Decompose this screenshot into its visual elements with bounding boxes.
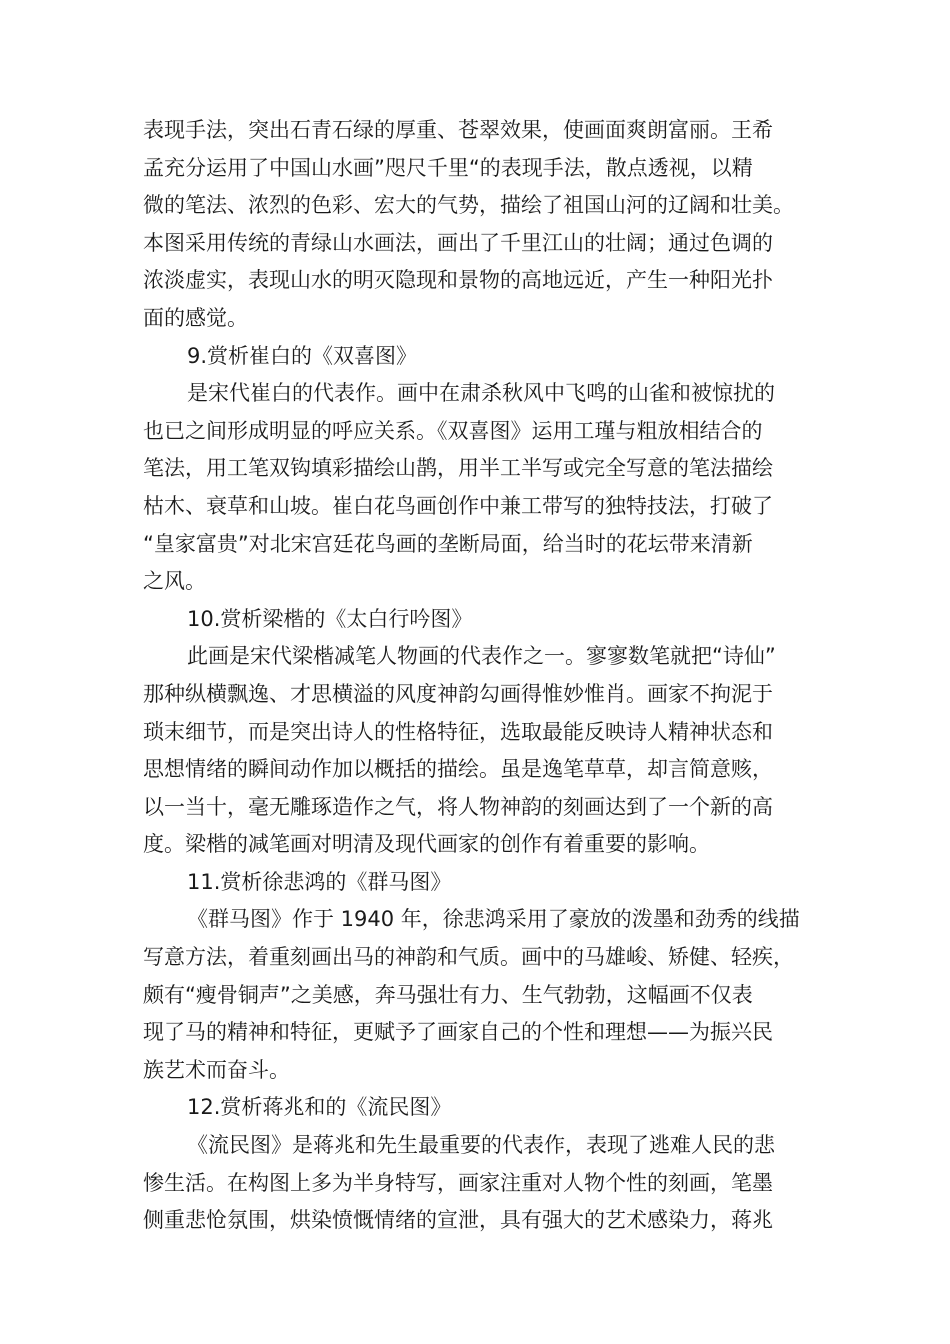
section-heading: 11.赏析徐悲鸿的《群马图》: [187, 869, 452, 894]
paragraph-line: 表现手法，突出石青石绿的厚重、苍翠效果，使画面爽朗富丽。王希: [143, 118, 773, 142]
paragraph-line: 《群马图》作于 1940 年，徐悲鸿采用了豪放的泼墨和劲秀的线描: [187, 907, 800, 932]
paragraph-line: 浓淡虚实，表现山水的明灭隐现和景物的高地远近，产生一种阳光扑: [143, 268, 773, 293]
paragraph-line: 琐末细节，而是突出诗人的性格特征，选取最能反映诗人精神状态和: [143, 719, 773, 744]
paragraph-line: 面的感觉。: [143, 305, 248, 330]
paragraph-line: 之风。: [143, 569, 206, 594]
paragraph-line: 《流民图》是蒋兆和先生最重要的代表作，表现了逃难人民的悲: [187, 1133, 775, 1158]
paragraph-line: 孟充分运用了中国山水画”咫尺千里“的表现手法，散点透视，以精: [143, 155, 753, 180]
paragraph-line: 是宋代崔白的代表作。画中在肃杀秋风中飞鸣的山雀和被惊扰的: [187, 381, 775, 406]
paragraph-line: 微的笔法、浓烈的色彩、宏大的气势，描绘了祖国山河的辽阔和壮美。: [143, 193, 794, 218]
paragraph-line: 以一当十，毫无雕琢造作之气，将人物神韵的刻画达到了一个新的高: [143, 794, 773, 819]
paragraph-line: 枯木、衰草和山坡。崔白花鸟画创作中兼工带写的独特技法，打破了: [143, 493, 773, 518]
paragraph-line: “皇家富贵”对北宋宫廷花鸟画的垄断局面，给当时的花坛带来清新: [143, 531, 753, 556]
section-heading: 9.赏析崔白的《双喜图》: [187, 343, 418, 368]
paragraph-line: 族艺术而奋斗。: [143, 1057, 290, 1082]
paragraph-line: 写意方法，着重刻画出马的神韵和气质。画中的马雄峻、矫健、轻疾，: [143, 945, 794, 970]
section-heading: 12.赏析蒋兆和的《流民图》: [187, 1095, 452, 1120]
paragraph-line: 那种纵横飘逸、才思横溢的风度神韵勾画得惟妙惟肖。画家不拘泥于: [143, 681, 773, 706]
paragraph-line: 笔法，用工笔双钩填彩描绘山鹊，用半工半写或完全写意的笔法描绘: [143, 456, 773, 481]
paragraph-line: 颇有“瘦骨铜声”之美感，奔马强壮有力、生气勃勃，这幅画不仅表: [143, 982, 753, 1007]
paragraph-line: 思想情绪的瞬间动作加以概括的描绘。虽是逸笔草草，却言简意赅，: [143, 757, 773, 782]
paragraph-line: 也已之间形成明显的呼应关系。《双喜图》运用工瑾与粗放相结合的: [143, 418, 763, 443]
paragraph-line: 惨生活。在构图上多为半身特写，画家注重对人物个性的刻画，笔墨: [143, 1170, 773, 1195]
paragraph-line: 度。梁楷的减笔画对明清及现代画家的创作有着重要的影响。: [143, 832, 710, 857]
paragraph-line: 本图采用传统的青绿山水画法，画出了千里江山的壮阔；通过色调的: [143, 230, 773, 255]
paragraph-line: 现了马的精神和特征，更赋予了画家自己的个性和理想——为振兴民: [143, 1020, 773, 1045]
section-heading: 10.赏析梁楷的《太白行吟图》: [187, 606, 473, 631]
paragraph-line: 侧重悲怆氛围，烘染愤慨情绪的宣泄，具有强大的艺术感染力，蒋兆: [143, 1208, 773, 1233]
document-page: [143, 112, 823, 1240]
paragraph-line: 此画是宋代梁楷减笔人物画的代表作之一。寥寥数笔就把“诗仙”: [187, 644, 776, 669]
